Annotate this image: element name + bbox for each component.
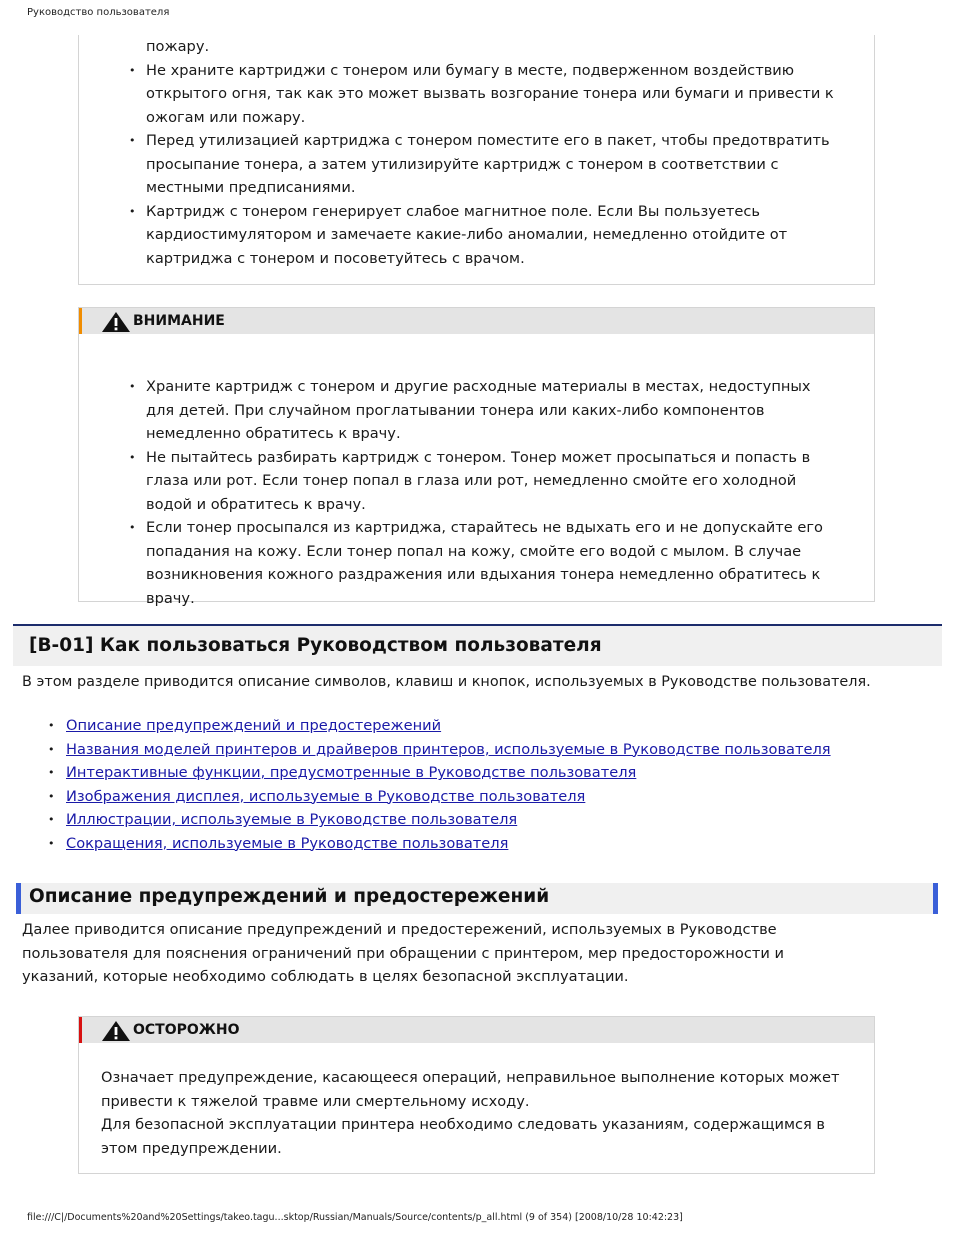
intro-line: указаний, которые необходимо соблюдать в целях безопасной эксплуатации. bbox=[22, 968, 629, 985]
danger-paragraph: Означает предупреждение, касающееся операций, неправильное выполнение которых может привести к тяжелой травме или смертельному исходу. bbox=[101, 1069, 840, 1110]
section-heading-bar bbox=[13, 624, 942, 666]
danger-description bbox=[101, 1066, 861, 1160]
toc-item bbox=[48, 714, 831, 738]
warning-triangle-icon bbox=[101, 311, 131, 333]
danger-header bbox=[79, 1017, 874, 1043]
page-header-title: Руководство пользователя bbox=[27, 7, 170, 18]
list-item: • Если тонер просыпался из картриджа, старайтесь не вдыхать его и не допускайте его попадания на кожу. Если тонер попал на кожу, смойте его водой с мылом. В случае возникновения кожного раздражения или вдыхания тонера немедленно обратитесь к врачу. bbox=[127, 516, 839, 610]
list-item: пожару. bbox=[146, 38, 210, 55]
intro-line: пользователя для пояснения ограничений при обращении с принтером, мер предосторожности и bbox=[22, 944, 784, 962]
toc-link-warnings[interactable]: Описание предупреждений и предостережений bbox=[66, 717, 442, 734]
toc-link-illustrations[interactable]: Иллюстрации, используемые в Руководстве пользователя bbox=[66, 811, 518, 828]
subsection-heading-bar bbox=[16, 883, 938, 914]
page-footer-path: file:///C|/Documents%20and%20Settings/takeo.tagu...sktop/Russian/Manuals/Source/contents/p_all.html (9 of 354) [2008/10/28 10:42:23] bbox=[27, 1212, 683, 1223]
caution-title: ВНИМАНИЕ bbox=[133, 313, 225, 329]
caution-box bbox=[78, 307, 875, 607]
toc-item bbox=[48, 761, 831, 785]
list-item: • Картридж с тонером генерирует слабое магнитное поле. Если Вы пользуетесь кардиостимулятором и замечаете какие-либо аномалии, немедленно отойдите от картриджа с тонером и посоветуйтесь с врачом. bbox=[127, 200, 839, 271]
section-title: [B-01] Как пользоваться Руководством пользователя bbox=[29, 635, 602, 656]
warning-triangle-icon bbox=[101, 1020, 131, 1042]
toc-link-display-images[interactable]: Изображения дисплея, используемые в Руководстве пользователя bbox=[66, 787, 586, 805]
caution-accent-stripe bbox=[79, 308, 82, 334]
warning-box-continued bbox=[78, 35, 875, 285]
danger-accent-stripe bbox=[79, 1017, 82, 1043]
list-item: • Храните картридж с тонером и другие расходные материалы в местах, недоступных для детей. При случайном проглатывании тонера или каких-либо компонентов немедленно обратитесь к врачу. bbox=[127, 375, 839, 446]
list-item: • Не храните картриджи с тонером или бумагу в месте, подверженном воздействию открытого огня, так как это может вызвать возгорание тонера или бумаги и привести к ожогам или пожару. bbox=[127, 59, 839, 130]
danger-paragraph: Для безопасной эксплуатации принтера необходимо следовать указаниям, содержащимся в этом предупреждении. bbox=[101, 1116, 826, 1157]
section-intro: В этом разделе приводится описание символов, клавиш и кнопок, используемых в Руководстве пользователя. bbox=[22, 674, 871, 690]
list-item: • Не пытайтесь разбирать картридж с тонером. Тонер может просыпаться и попасть в глаза или рот. Если тонер попал в глаза или рот, немедленно смойте его холодной водой и обратитесь к врачу. bbox=[127, 446, 839, 517]
caution-list bbox=[127, 375, 839, 610]
toc-link-model-names[interactable]: Названия моделей принтеров и драйверов принтеров, используемые в Руководстве пользователя bbox=[66, 740, 831, 758]
toc-link-abbreviations[interactable]: Сокращения, используемые в Руководстве пользователя bbox=[66, 834, 509, 852]
caution-header bbox=[79, 308, 874, 334]
toc-link-interactive[interactable]: Интерактивные функции, предусмотренные в Руководстве пользователя bbox=[66, 764, 637, 781]
toc-list bbox=[48, 714, 831, 855]
toc-item bbox=[48, 832, 831, 856]
list-item: • Перед утилизацией картриджа с тонером поместите его в пакет, чтобы предотвратить просыпание тонера, а затем утилизируйте картридж с тонером в соответствии с местными предписаниями. bbox=[127, 129, 839, 200]
warning-list bbox=[127, 35, 839, 270]
toc-item bbox=[48, 738, 831, 762]
danger-box bbox=[78, 1016, 875, 1174]
subsection-intro bbox=[22, 918, 784, 989]
danger-title: ОСТОРОЖНО bbox=[133, 1022, 240, 1038]
toc-item bbox=[48, 785, 831, 809]
intro-line: Далее приводится описание предупреждений и предостережений, используемых в Руководстве bbox=[22, 921, 777, 938]
toc-item bbox=[48, 808, 831, 832]
subsection-title: Описание предупреждений и предостережений bbox=[29, 886, 550, 907]
